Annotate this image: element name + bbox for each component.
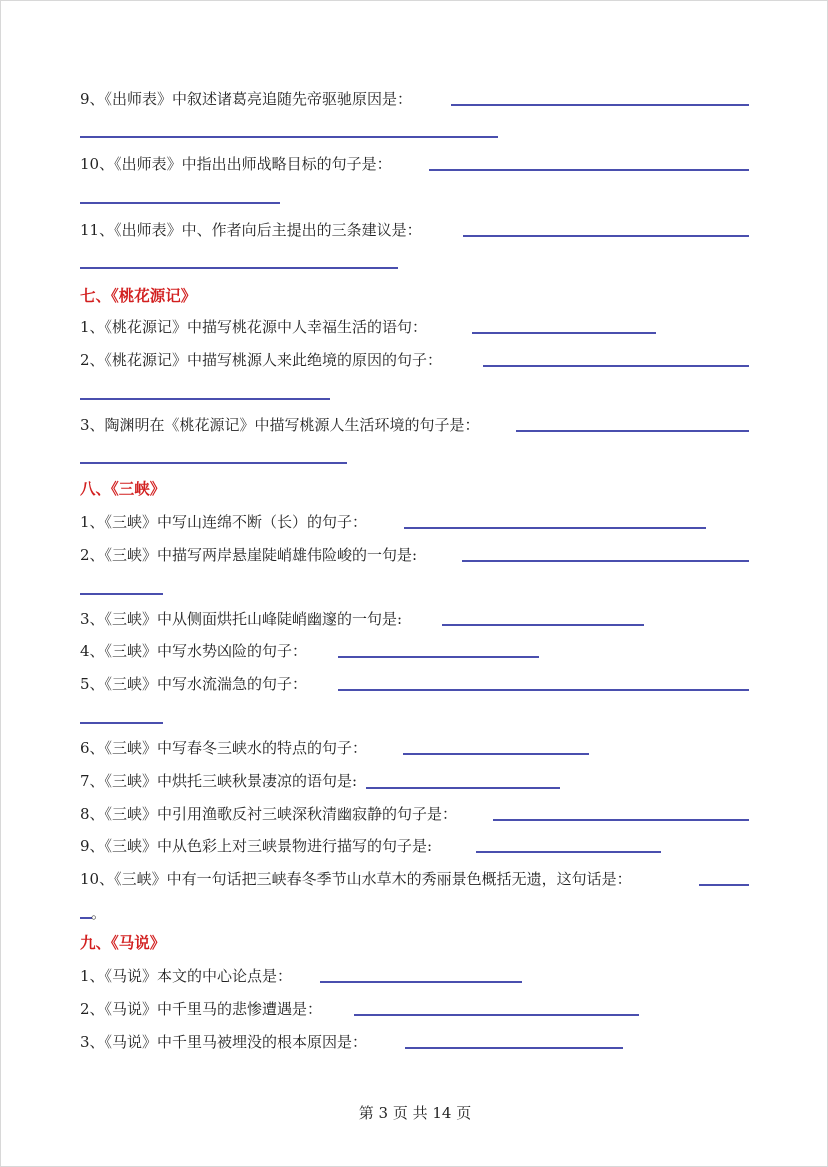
question-sanxia-5: 5、《三峡》中写水流湍急的句子：	[80, 675, 308, 693]
question-sanxia-10: 10、《三峡》中有一句话把三峡春冬季节山水草木的秀丽景色概括无遗，这句话是：	[80, 870, 632, 888]
question-sanxia-8: 8、《三峡》中引用渔歌反衬三峡深秋清幽寂静的句子是：	[80, 805, 458, 823]
answer-line[interactable]	[80, 722, 163, 724]
section-heading-sanxia: 八、《三峡》	[80, 479, 166, 498]
answer-line[interactable]	[429, 169, 749, 171]
question-mashuo-1: 1、《马说》本文的中心论点是：	[80, 967, 293, 985]
answer-line[interactable]	[80, 398, 330, 400]
question-sanxia-2: 2、《三峡》中描写两岸悬崖陡峭雄伟险峻的一句是:	[80, 546, 418, 564]
answer-line[interactable]	[354, 1014, 639, 1016]
answer-line[interactable]	[80, 462, 347, 464]
answer-line[interactable]	[442, 624, 644, 626]
question-chushibiao-11: 11、《出师表》中、作者向后主提出的三条建议是：	[80, 221, 422, 239]
question-mashuo-2: 2、《马说》中千里马的悲惨遭遇是：	[80, 1000, 323, 1018]
question-sanxia-1: 1、《三峡》中写山连绵不断（长）的句子：	[80, 513, 368, 531]
question-taohuayuanji-2: 2、《桃花源记》中描写桃源人来此绝境的原因的句子：	[80, 351, 443, 369]
answer-line[interactable]	[493, 819, 749, 821]
answer-line[interactable]	[80, 202, 280, 204]
question-sanxia-3: 3、《三峡》中从侧面烘托山峰陡峭幽邃的一句是:	[80, 610, 403, 628]
question-taohuayuanji-3: 3、陶渊明在《桃花源记》中描写桃源人生活环境的句子是：	[80, 416, 480, 434]
answer-line[interactable]	[403, 753, 589, 755]
answer-line[interactable]	[80, 267, 398, 269]
answer-line[interactable]	[462, 560, 749, 562]
answer-line[interactable]	[451, 104, 749, 106]
question-sanxia-6: 6、《三峡》中写春冬三峡水的特点的句子：	[80, 739, 368, 757]
question-mashuo-3: 3、《马说》中千里马被埋没的根本原因是：	[80, 1033, 368, 1051]
answer-line[interactable]	[405, 1047, 623, 1049]
answer-line[interactable]	[366, 787, 560, 789]
answer-line[interactable]	[516, 430, 749, 432]
answer-line[interactable]	[80, 593, 163, 595]
answer-line[interactable]	[699, 884, 749, 886]
section-heading-mashuo: 九、《马说》	[80, 933, 166, 952]
answer-line[interactable]	[476, 851, 661, 853]
answer-line[interactable]	[404, 527, 706, 529]
question-sanxia-7: 7、《三峡》中烘托三峡秋景凄凉的语句是:	[80, 772, 358, 790]
answer-line[interactable]	[483, 365, 749, 367]
answer-line[interactable]	[472, 332, 656, 334]
question-chushibiao-10: 10、《出师表》中指出出师战略目标的句子是：	[80, 155, 392, 173]
question-chushibiao-9: 9、《出师表》中叙述诸葛亮追随先帝驱驰原因是：	[80, 90, 413, 108]
question-sanxia-9: 9、《三峡》中从色彩上对三峡景物进行描写的句子是:	[80, 837, 433, 855]
answer-line[interactable]	[80, 136, 498, 138]
answer-line[interactable]	[320, 981, 522, 983]
answer-line[interactable]	[338, 656, 539, 658]
page-number-footer: 第 3 页 共 14 页	[358, 1104, 472, 1122]
answer-line[interactable]	[338, 689, 749, 691]
answer-line[interactable]	[463, 235, 749, 237]
question-taohuayuanji-1: 1、《桃花源记》中描写桃花源中人幸福生活的语句：	[80, 318, 428, 336]
question-sanxia-10-end: 。	[91, 904, 107, 922]
section-heading-taohuayuanji: 七、《桃花源记》	[80, 286, 197, 305]
question-sanxia-4: 4、《三峡》中写水势凶险的句子：	[80, 642, 308, 660]
